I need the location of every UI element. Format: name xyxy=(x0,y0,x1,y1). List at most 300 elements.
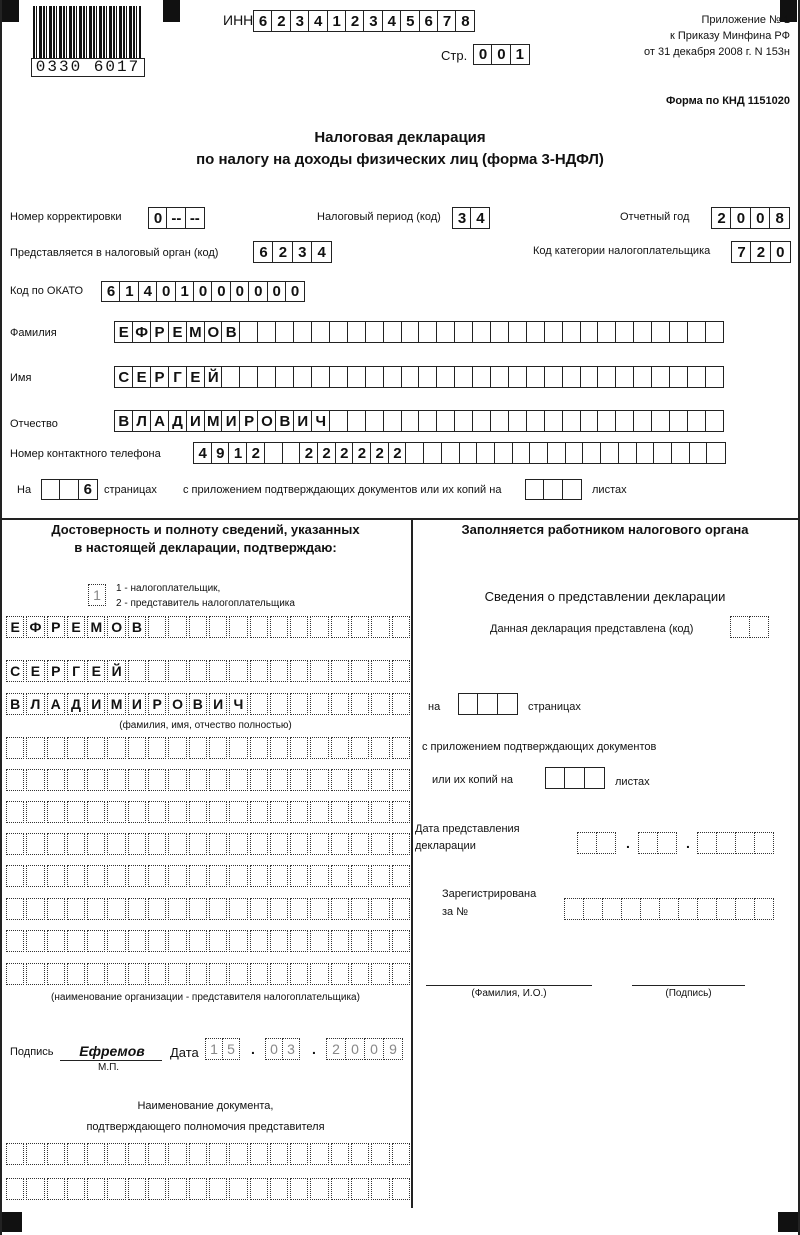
form-cell xyxy=(621,898,641,920)
form-cell xyxy=(26,1178,44,1200)
form-cell xyxy=(418,366,438,388)
form-cell xyxy=(716,832,736,854)
form-cell xyxy=(582,442,601,464)
form-cell: Л xyxy=(26,693,44,715)
pages-label: страницах xyxy=(104,484,157,496)
form-cell: 7 xyxy=(731,241,752,263)
form-cell xyxy=(128,930,146,952)
form-cell xyxy=(441,442,460,464)
inn-label: ИНН xyxy=(223,12,254,28)
form-cell: 2 xyxy=(750,241,771,263)
form-cell: 6 xyxy=(419,10,439,32)
org-name-row[interactable] xyxy=(6,898,412,920)
form-cell xyxy=(6,1178,24,1200)
form-cell xyxy=(6,963,24,985)
form-cell: 1 xyxy=(327,10,347,32)
form-cell xyxy=(526,321,546,343)
form-cell xyxy=(290,616,308,638)
form-cell xyxy=(371,865,389,887)
form-cell xyxy=(107,1178,125,1200)
signer-surname-field[interactable] xyxy=(6,616,412,638)
form-cell xyxy=(331,1178,349,1200)
form-cell xyxy=(148,865,166,887)
form-cell xyxy=(229,898,247,920)
form-cell xyxy=(148,1178,166,1200)
form-cell xyxy=(250,963,268,985)
form-cell xyxy=(47,930,65,952)
form-cell xyxy=(47,769,65,791)
form-cell xyxy=(87,1178,105,1200)
form-cell xyxy=(472,410,492,432)
form-cell xyxy=(331,737,349,759)
doc-name-row[interactable] xyxy=(6,1143,412,1165)
form-cell xyxy=(351,898,369,920)
form-cell xyxy=(107,769,125,791)
form-cell xyxy=(310,1178,328,1200)
form-cell xyxy=(264,442,283,464)
form-cell xyxy=(689,442,708,464)
form-cell xyxy=(128,801,146,823)
form-cell xyxy=(584,767,605,789)
form-cell xyxy=(351,660,369,682)
form-cell xyxy=(754,832,774,854)
form-cell xyxy=(250,769,268,791)
form-cell: 0 xyxy=(148,207,168,229)
registration-label: за № xyxy=(442,906,469,918)
form-cell xyxy=(331,801,349,823)
corner-marker xyxy=(2,0,19,22)
org-name-row[interactable] xyxy=(6,963,412,985)
form-cell xyxy=(687,366,707,388)
form-cell xyxy=(529,442,548,464)
official-sheets-field[interactable] xyxy=(545,767,605,789)
form-cell xyxy=(633,410,653,432)
form-cell: 1 xyxy=(175,281,195,302)
form-cell xyxy=(494,442,513,464)
phone-field[interactable] xyxy=(193,442,726,464)
appendix-line: от 31 декабря 2008 г. N 153н xyxy=(643,46,790,58)
submitted-code-field[interactable] xyxy=(731,616,769,638)
form-cell xyxy=(365,366,385,388)
form-cell xyxy=(128,1178,146,1200)
surname-label: Фамилия xyxy=(10,327,57,339)
form-cell xyxy=(257,321,277,343)
form-cell xyxy=(290,1178,308,1200)
form-cell: 4 xyxy=(193,442,212,464)
form-cell xyxy=(47,963,65,985)
form-cell: 2 xyxy=(370,442,389,464)
form-cell xyxy=(107,865,125,887)
category-field[interactable] xyxy=(731,241,791,263)
form-cell xyxy=(275,366,295,388)
form-cell: Е xyxy=(26,660,44,682)
form-cell: 5 xyxy=(400,10,420,32)
form-cell xyxy=(497,693,518,715)
form-cell xyxy=(418,321,438,343)
org-name-row[interactable] xyxy=(6,769,412,791)
form-cell: Е xyxy=(186,366,206,388)
form-cell xyxy=(107,737,125,759)
form-cell xyxy=(250,660,268,682)
form-cell xyxy=(189,898,207,920)
official-pages-field[interactable] xyxy=(458,693,518,715)
form-cell: 3 xyxy=(292,241,313,263)
form-cell: Ф xyxy=(132,321,152,343)
form-cell: И xyxy=(209,693,227,715)
form-cell: Е xyxy=(168,321,188,343)
submission-month-field[interactable] xyxy=(639,832,677,854)
form-cell xyxy=(290,898,308,920)
submission-info-title: Сведения о представлении декларации xyxy=(484,589,726,604)
form-cell xyxy=(730,616,750,638)
form-cell xyxy=(209,865,227,887)
form-cell: -- xyxy=(185,207,205,229)
form-cell xyxy=(209,930,227,952)
form-cell xyxy=(392,865,410,887)
form-cell xyxy=(716,898,736,920)
date-month-field[interactable] xyxy=(266,1038,300,1060)
form-cell xyxy=(128,898,146,920)
signer-option: 1 - налогоплательщик, xyxy=(116,583,221,594)
form-cell xyxy=(392,1178,410,1200)
form-cell xyxy=(209,737,227,759)
form-cell xyxy=(168,865,186,887)
form-cell: О xyxy=(168,693,186,715)
form-cell: И xyxy=(293,410,313,432)
form-cell xyxy=(189,769,207,791)
form-cell xyxy=(705,366,725,388)
form-cell xyxy=(735,898,755,920)
submitted-code-label: Данная декларация представлена (код) xyxy=(490,623,694,635)
form-cell: 2 xyxy=(711,207,732,229)
date-separator: . xyxy=(686,835,690,851)
report-year-field[interactable] xyxy=(711,207,790,229)
form-cell: Р xyxy=(150,321,170,343)
date-year-field[interactable] xyxy=(327,1038,403,1060)
date-separator: . xyxy=(626,835,630,851)
form-cell xyxy=(651,321,671,343)
form-cell xyxy=(544,366,564,388)
form-cell xyxy=(107,1143,125,1165)
form-cell xyxy=(687,410,707,432)
form-cell xyxy=(331,833,349,855)
date-separator: . xyxy=(251,1041,255,1057)
form-cell xyxy=(148,616,166,638)
form-cell xyxy=(250,865,268,887)
form-cell xyxy=(640,898,660,920)
name-field[interactable] xyxy=(114,366,724,388)
form-cell xyxy=(250,1143,268,1165)
form-cell xyxy=(351,1143,369,1165)
form-cell xyxy=(6,1143,24,1165)
form-cell xyxy=(168,769,186,791)
correction-field[interactable] xyxy=(148,207,205,229)
page-label: Стр. xyxy=(441,48,468,63)
form-cell xyxy=(87,898,105,920)
form-cell xyxy=(128,660,146,682)
form-cell xyxy=(87,801,105,823)
form-cell xyxy=(310,769,328,791)
form-cell xyxy=(26,930,44,952)
form-cell xyxy=(250,616,268,638)
signer-name-field[interactable] xyxy=(6,660,412,682)
form-cell xyxy=(189,865,207,887)
form-cell xyxy=(87,930,105,952)
form-cell xyxy=(293,321,313,343)
form-cell: 8 xyxy=(455,10,475,32)
form-cell xyxy=(347,366,367,388)
form-cell xyxy=(290,833,308,855)
form-cell xyxy=(270,693,288,715)
form-cell xyxy=(47,801,65,823)
form-cell xyxy=(87,833,105,855)
form-cell: В xyxy=(221,321,241,343)
form-cell xyxy=(615,321,635,343)
form-cell xyxy=(418,410,438,432)
form-cell xyxy=(633,366,653,388)
org-name-row[interactable] xyxy=(6,865,412,887)
form-cell xyxy=(47,898,65,920)
form-cell xyxy=(229,737,247,759)
form-cell xyxy=(347,321,367,343)
form-cell xyxy=(290,963,308,985)
form-cell xyxy=(401,410,421,432)
form-cell xyxy=(250,833,268,855)
form-cell xyxy=(250,693,268,715)
signature-line xyxy=(60,1060,162,1061)
form-cell xyxy=(67,801,85,823)
form-cell xyxy=(401,321,421,343)
org-name-row[interactable] xyxy=(6,801,412,823)
form-cell xyxy=(602,898,622,920)
submission-day-field[interactable] xyxy=(578,832,616,854)
form-cell xyxy=(669,366,689,388)
official-heading: Заполняется работником налогового органа xyxy=(461,522,749,537)
official-attach-label: с приложением подтверждающих документов xyxy=(422,741,657,753)
form-cell xyxy=(310,865,328,887)
form-cell xyxy=(229,1143,247,1165)
surname-field[interactable] xyxy=(114,321,724,343)
form-cell: 3 xyxy=(363,10,383,32)
form-cell xyxy=(6,898,24,920)
date-day-field[interactable] xyxy=(206,1038,240,1060)
form-cell: И xyxy=(186,410,206,432)
form-cell: 2 xyxy=(271,10,291,32)
form-cell xyxy=(270,930,288,952)
form-cell: А xyxy=(150,410,170,432)
form-cell: 6 xyxy=(253,10,273,32)
pages-on-label: На xyxy=(17,484,32,496)
form-cell: И xyxy=(221,410,241,432)
form-cell xyxy=(310,1143,328,1165)
form-cell xyxy=(657,832,677,854)
signer-code-field[interactable] xyxy=(88,584,108,606)
okato-label: Код по ОКАТО xyxy=(10,285,84,297)
pages-count-field[interactable] xyxy=(41,479,98,500)
official-name-line xyxy=(426,985,592,986)
signer-patronymic-field[interactable] xyxy=(6,693,412,715)
form-cell xyxy=(423,442,442,464)
form-cell xyxy=(189,930,207,952)
form-cell xyxy=(436,410,456,432)
form-cell: Е xyxy=(87,660,105,682)
registration-label: Зарегистрирована xyxy=(442,888,537,900)
form-cell xyxy=(371,898,389,920)
date-label: Дата xyxy=(170,1045,199,1060)
form-cell xyxy=(331,660,349,682)
form-cell: Д xyxy=(168,410,188,432)
form-cell xyxy=(189,1143,207,1165)
form-cell xyxy=(107,833,125,855)
form-cell xyxy=(310,737,328,759)
form-cell xyxy=(472,366,492,388)
report-year-label: Отчетный год xyxy=(620,211,690,223)
form-cell xyxy=(47,833,65,855)
form-cell xyxy=(209,801,227,823)
form-cell xyxy=(392,737,410,759)
form-cell: 4 xyxy=(470,207,490,229)
org-name-row[interactable] xyxy=(6,737,412,759)
patronymic-field[interactable] xyxy=(114,410,724,432)
org-name-row[interactable] xyxy=(6,930,412,952)
form-cell xyxy=(615,410,635,432)
form-cell xyxy=(6,930,24,952)
form-cell xyxy=(365,410,385,432)
form-cell: Р xyxy=(150,366,170,388)
form-cell xyxy=(41,479,61,500)
form-cell xyxy=(351,865,369,887)
form-cell: 0 xyxy=(473,44,493,65)
form-cell: 2 xyxy=(246,442,265,464)
form-cell: Г xyxy=(168,366,188,388)
form-cell xyxy=(544,410,564,432)
official-pages-label: страницах xyxy=(528,701,581,713)
form-cell xyxy=(270,769,288,791)
form-cell xyxy=(6,801,24,823)
form-cell xyxy=(270,801,288,823)
form-cell: 9 xyxy=(211,442,230,464)
form-cell xyxy=(168,1143,186,1165)
form-cell xyxy=(168,1178,186,1200)
form-cell xyxy=(148,769,166,791)
form-cell xyxy=(250,801,268,823)
form-cell xyxy=(270,898,288,920)
official-attach-label: или их копий на xyxy=(432,774,514,786)
form-cell: О xyxy=(107,616,125,638)
form-cell xyxy=(472,321,492,343)
form-cell xyxy=(148,660,166,682)
form-cell xyxy=(687,321,707,343)
inn-field[interactable] xyxy=(253,10,475,32)
form-cell xyxy=(168,898,186,920)
form-cell xyxy=(229,833,247,855)
form-cell xyxy=(347,410,367,432)
form-cell xyxy=(351,1178,369,1200)
form-cell: 8 xyxy=(769,207,790,229)
doc-name-label: Наименование документа, xyxy=(137,1100,274,1112)
form-cell xyxy=(545,767,566,789)
form-cell xyxy=(209,1143,227,1165)
form-cell xyxy=(331,769,349,791)
form-cell xyxy=(250,898,268,920)
submission-date-label: декларации xyxy=(415,840,476,852)
form-cell: 2 xyxy=(352,442,371,464)
form-cell xyxy=(189,616,207,638)
tax-authority-field[interactable] xyxy=(253,241,332,263)
barcode-number: 0330 6017 xyxy=(31,58,145,77)
official-signature-caption: (Подпись) xyxy=(665,988,712,999)
form-cell xyxy=(270,963,288,985)
form-cell xyxy=(128,737,146,759)
form-cell xyxy=(26,865,44,887)
form-cell xyxy=(229,801,247,823)
form-cell xyxy=(26,898,44,920)
tax-period-field[interactable] xyxy=(452,207,490,229)
form-cell: Ч xyxy=(229,693,247,715)
form-cell xyxy=(209,963,227,985)
registration-number-field[interactable] xyxy=(565,898,774,920)
form-cell xyxy=(168,660,186,682)
form-cell xyxy=(310,801,328,823)
form-cell: 0 xyxy=(364,1038,384,1060)
form-cell xyxy=(490,366,510,388)
form-cell xyxy=(6,865,24,887)
form-cell xyxy=(310,616,328,638)
form-cell: 0 xyxy=(345,1038,365,1060)
form-cell: Ф xyxy=(26,616,44,638)
form-cell xyxy=(544,321,564,343)
form-cell xyxy=(6,737,24,759)
form-cell xyxy=(310,660,328,682)
form-cell xyxy=(392,693,410,715)
form-cell xyxy=(189,1178,207,1200)
form-cell xyxy=(270,660,288,682)
form-cell: 2 xyxy=(345,10,365,32)
form-cell xyxy=(371,1143,389,1165)
form-cell: Р xyxy=(47,616,65,638)
org-name-row[interactable] xyxy=(6,833,412,855)
form-cell: Д xyxy=(67,693,85,715)
form-cell: О xyxy=(204,321,224,343)
form-cell xyxy=(562,321,582,343)
form-cell: 1 xyxy=(119,281,139,302)
form-cell xyxy=(596,832,616,854)
form-cell: Й xyxy=(204,366,224,388)
signature-label: Подпись xyxy=(10,1046,54,1058)
form-cell xyxy=(565,442,584,464)
form-cell xyxy=(59,479,79,500)
form-cell xyxy=(310,833,328,855)
form-cell xyxy=(87,1143,105,1165)
form-cell: 3 xyxy=(282,1038,300,1060)
form-cell xyxy=(329,366,349,388)
form-cell xyxy=(270,616,288,638)
form-cell xyxy=(392,930,410,952)
org-caption: (наименование организации - представителя налогоплательщика) xyxy=(51,992,360,1003)
doc-name-row[interactable] xyxy=(6,1178,412,1200)
okato-field[interactable] xyxy=(101,281,305,302)
form-cell: 0 xyxy=(248,281,268,302)
stamp-label: М.П. xyxy=(98,1062,120,1073)
form-cell xyxy=(47,737,65,759)
form-cell xyxy=(651,410,671,432)
attach-sheets-field[interactable] xyxy=(525,479,582,500)
form-cell xyxy=(282,442,301,464)
form-cell xyxy=(168,963,186,985)
frame-left xyxy=(0,0,2,1235)
form-cell xyxy=(705,410,725,432)
submission-year-field[interactable] xyxy=(698,832,774,854)
